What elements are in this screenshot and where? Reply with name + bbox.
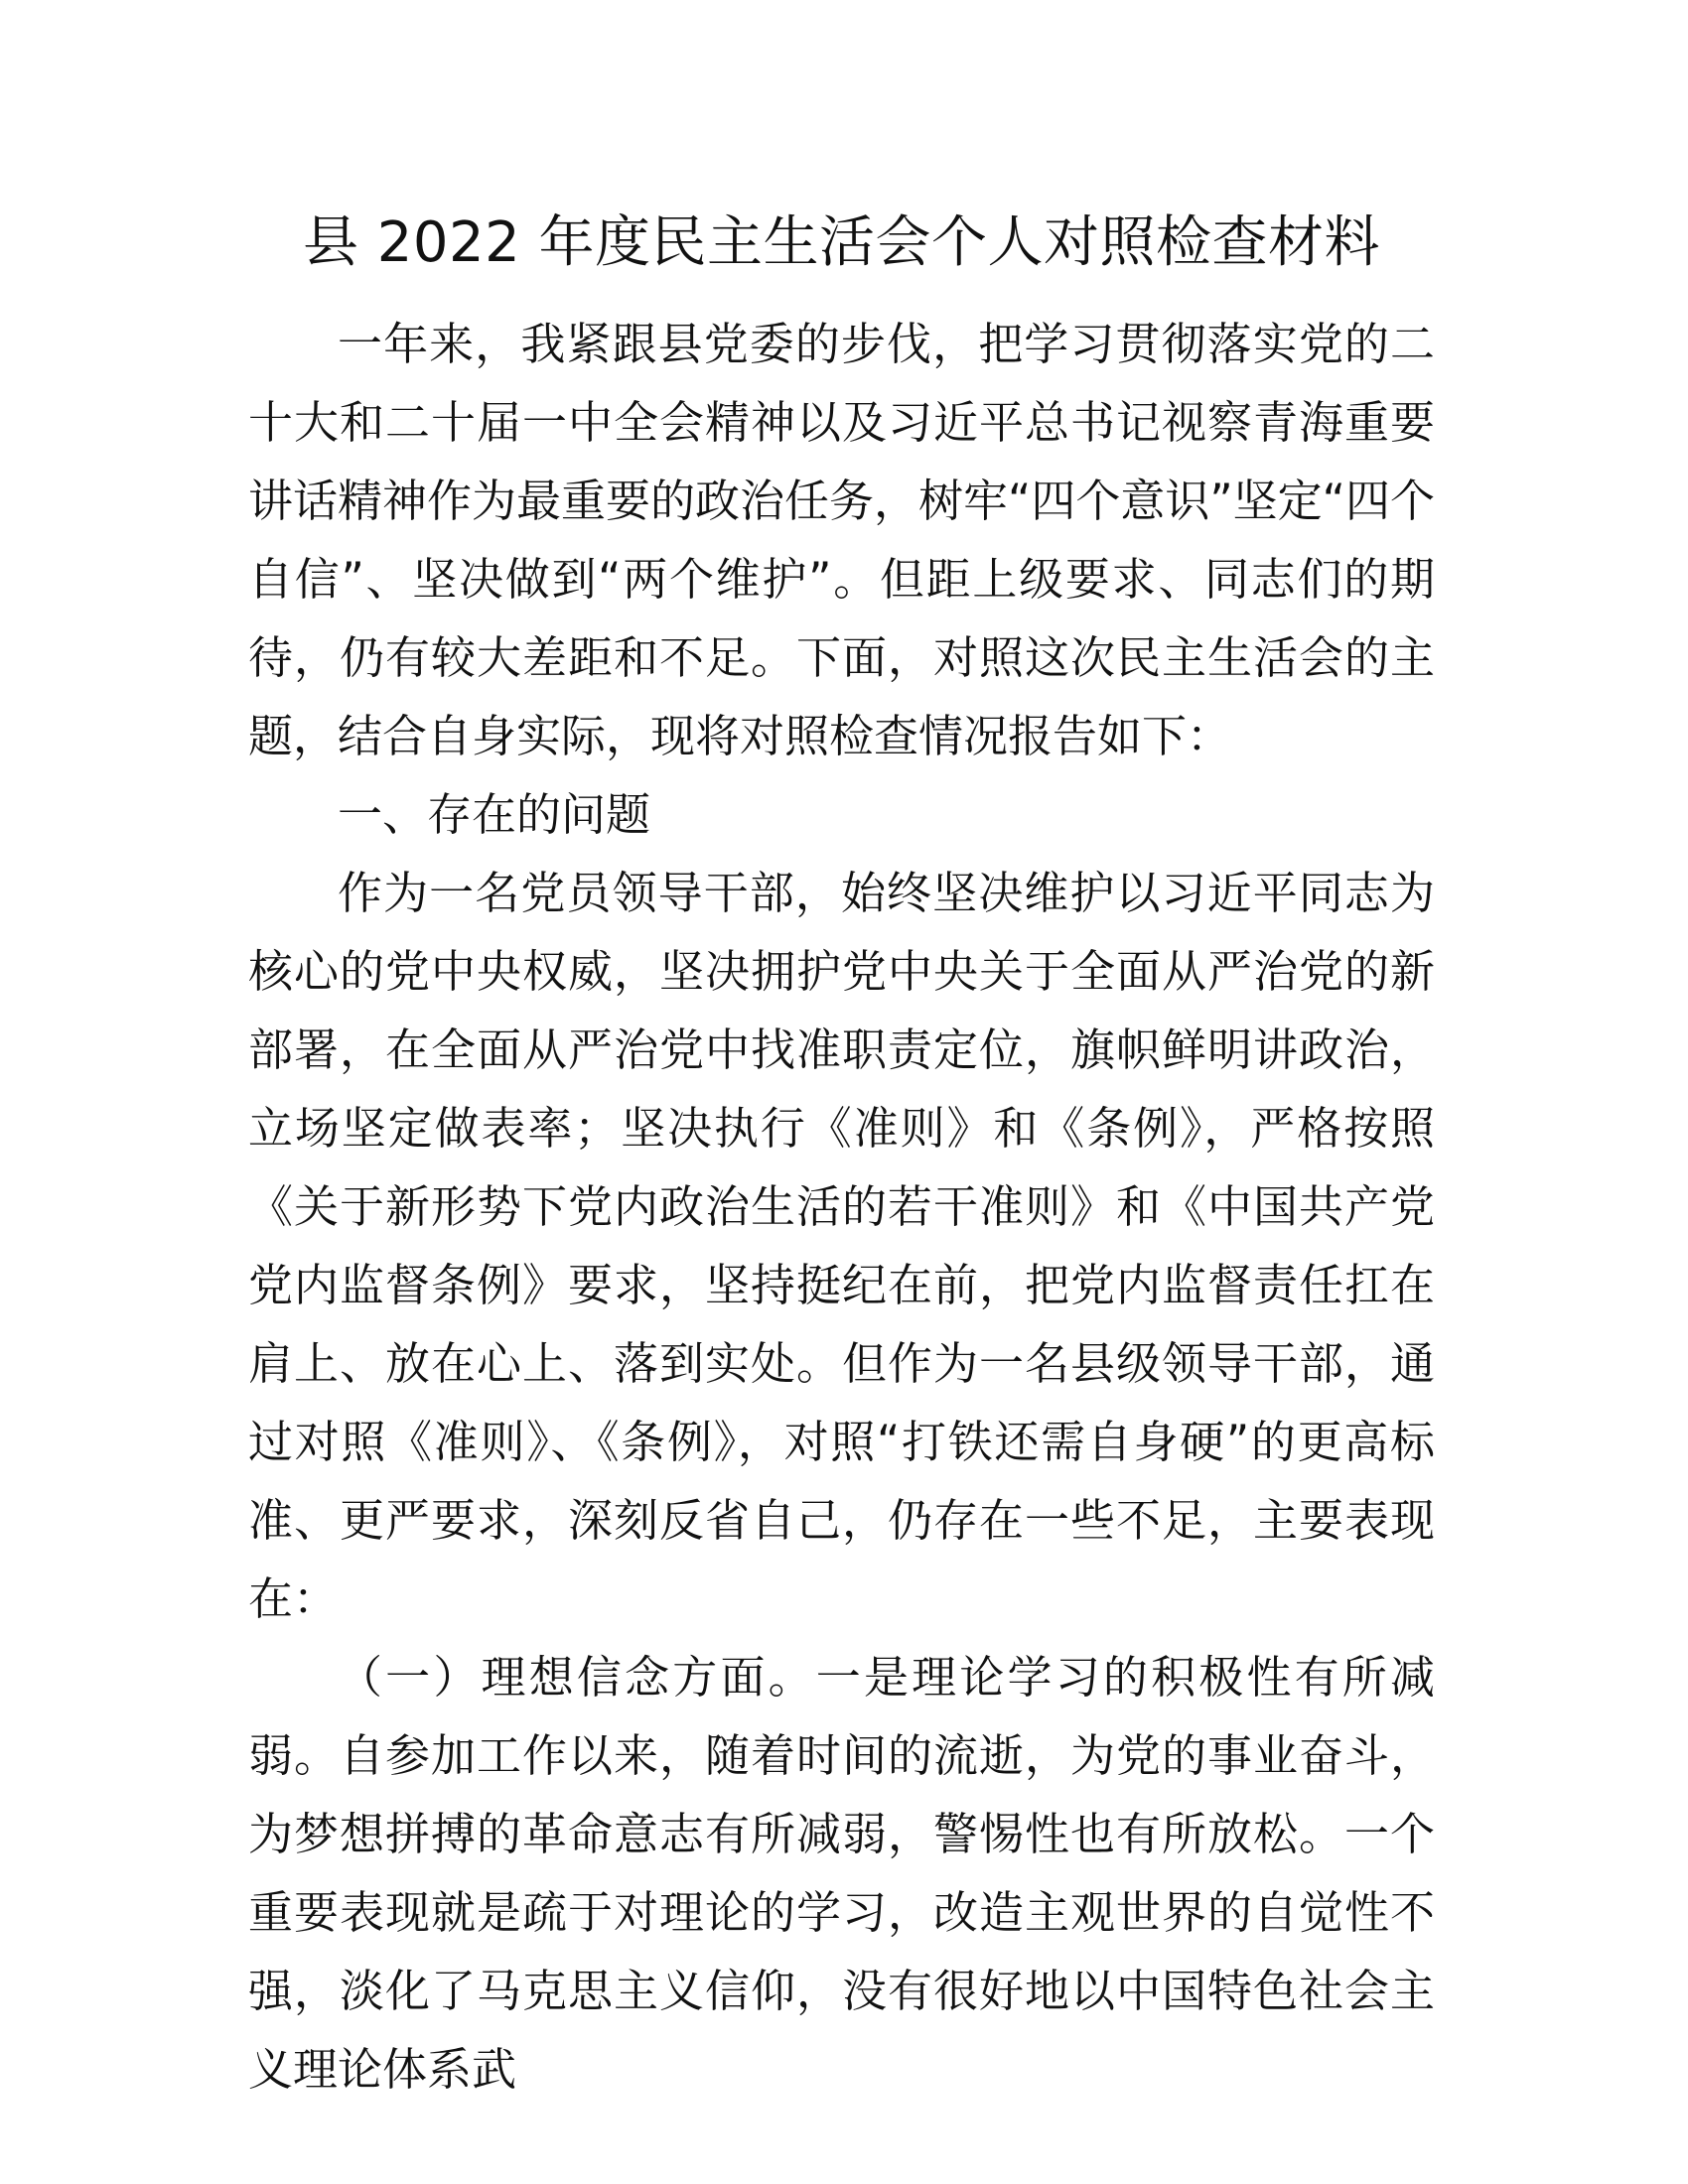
document-page [248, 204, 1435, 2109]
section-heading-problems: 一、存在的问题 [338, 788, 651, 841]
document-title: 县 2022 年度民主生活会个人对照检查材料 [302, 210, 1381, 275]
body-paragraph-overview: 作为一名党员领导干部，始终坚决维护以习近平同志为核心的党中央权威，坚决拥护党中央关于全面从严治党的新部署，在全面从严治党中找准职责定位，旗帜鲜明讲政治，立场坚定做表率；坚决执行《准则》和《条例》，严格按照《关于新形势下党内政治生活的若干准则》和《中国共产党党内监督条例》要求，坚持挺纪在前，把党内监督责任扛在肩上、放在心上、落到实处。但作为一名县级领导干部，通过对照《准则》、《条例》，对照“打铁还需自身硬”的更高标准、更严要求，深刻反省自己，仍存在一些不足，主要表现在： [248, 867, 1435, 1625]
intro-paragraph: 一年来，我紧跟县党委的步伐，把学习贯彻落实党的二十大和二十届一中全会精神以及习近平总书记视察青海重要讲话精神作为最重要的政治任务，树牢“四个意识”坚定“四个自信”、坚决做到“两个维护”。但距上级要求、同志们的期待，仍有较大差距和不足。下面，对照这次民主生活会的主题，结合自身实际，现将对照检查情况报告如下： [248, 318, 1435, 762]
body-paragraph-ideals: （一）理想信念方面。一是理论学习的积极性有所减弱。自参加工作以来，随着时间的流逝，为党的事业奋斗，为梦想拼搏的革命意志有所减弱，警惕性也有所放松。一个重要表现就是疏于对理论的学习，改造主观世界的自觉性不强，淡化了马克思主义信仰，没有很好地以中国特色社会主义理论体系武 [248, 1651, 1435, 2096]
